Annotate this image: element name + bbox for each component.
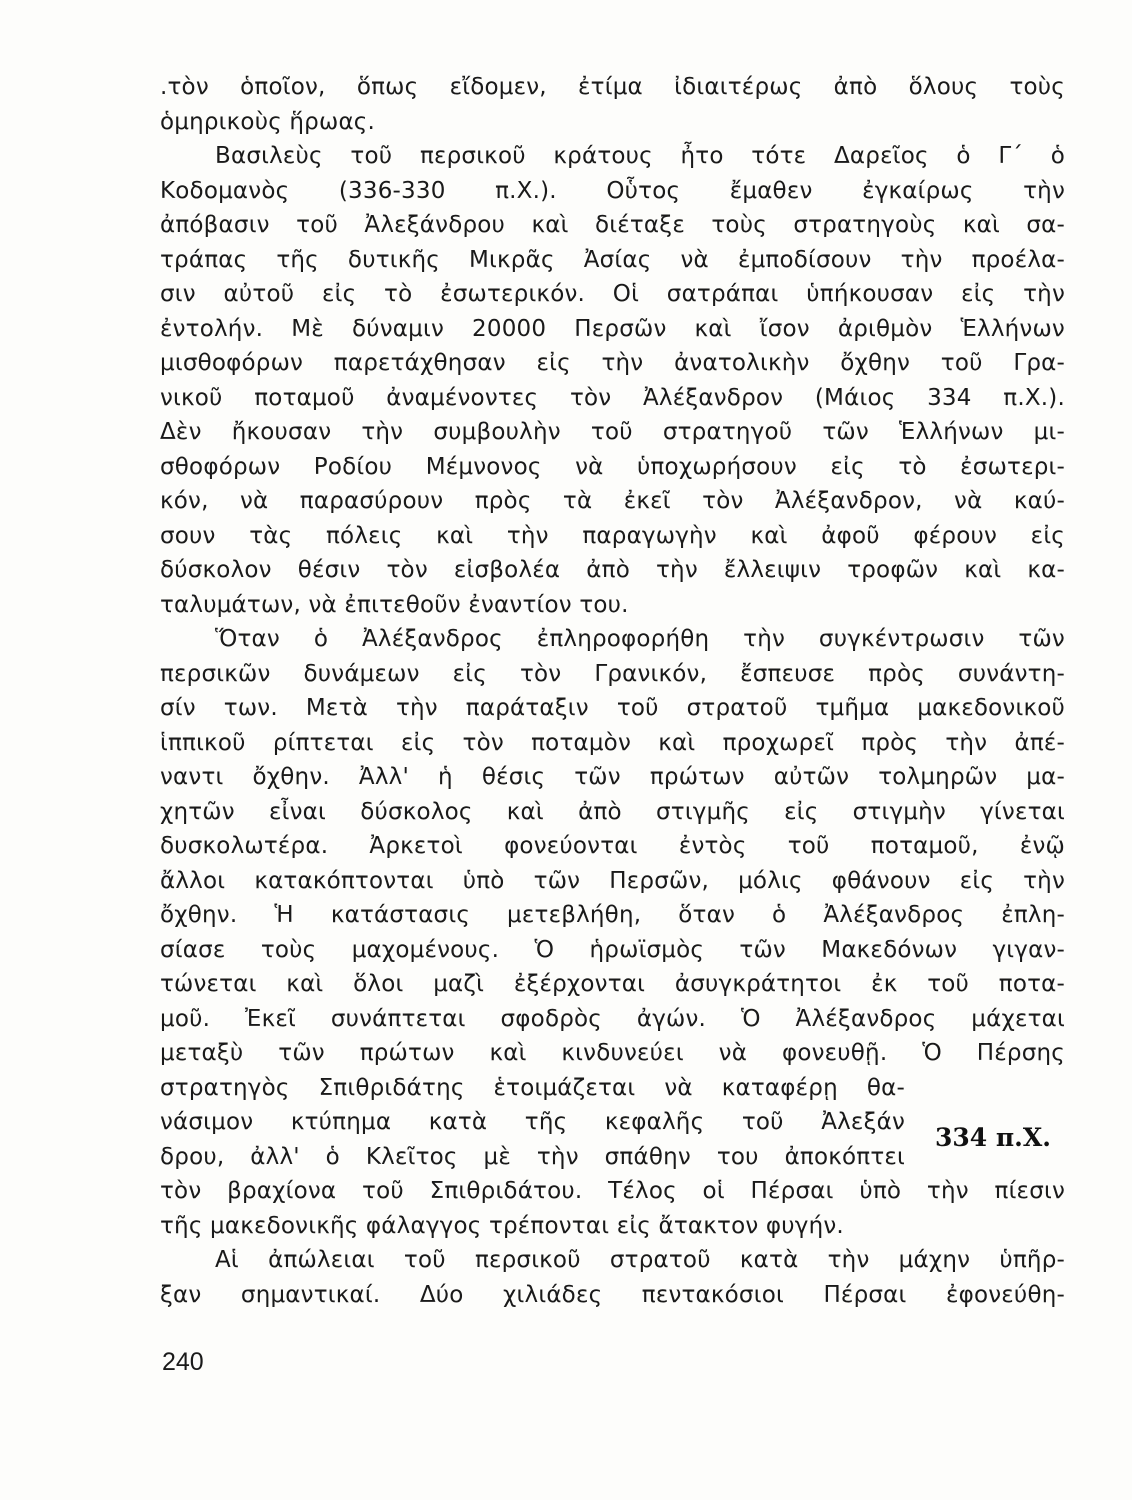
text-line: μισθοφόρων παρετάχθησαν εἰς τὴν ἀνατολικὴν ὄχθην τοῦ Γρα-: [160, 350, 1065, 376]
text-line: ὁμηρικοὺς ἥρωας.: [160, 108, 376, 135]
text-line: ἐντολήν. Μὲ δύναμιν 20000 Περσῶν καὶ ἴσον ἀριθμὸν Ἑλλήνων: [160, 315, 1065, 342]
text-line: σίν των. Μετὰ τὴν παράταξιν τοῦ στρατοῦ τμῆμα μακεδονικοῦ: [160, 695, 1065, 721]
text-line: τώνεται καὶ ὅλοι μαζὶ ἐξέρχονται ἀσυγκράτητοι ἐκ τοῦ ποτα-: [160, 971, 1065, 997]
text-line: Αἱ ἀπώλειαι τοῦ περσικοῦ στρατοῦ κατὰ τὴν μάχην ὑπῆρ-: [215, 1247, 1065, 1273]
text-line: δύσκολον θέσιν τὸν εἰσβολέα ἀπὸ τὴν ἔλλειψιν τροφῶν καὶ κα-: [160, 557, 1065, 583]
text-line: δρου, ἀλλ' ὁ Κλεῖτος μὲ τὴν σπάθην του ἀποκόπτει: [160, 1143, 905, 1170]
text-line: μεταξὺ τῶν πρώτων καὶ κινδυνεύει νὰ φονευθῇ. Ὁ Πέρσης: [160, 1040, 1065, 1066]
text-line: κόν, νὰ παρασύρουν πρὸς τὰ ἐκεῖ τὸν Ἀλέξανδρον, νὰ καύ-: [160, 488, 1065, 514]
text-line: νικοῦ ποταμοῦ ἀναμένοντες τὸν Ἀλέξανδρον (Μάιος 334 π.Χ.).: [160, 384, 1065, 411]
text-line: Βασιλεὺς τοῦ περσικοῦ κράτους ἦτο τότε Δαρεῖος ὁ Γ΄ ὁ: [215, 143, 1065, 169]
text-line: Δὲν ἤκουσαν τὴν συμβουλὴν τοῦ στρατηγοῦ τῶν Ἑλλήνων μι-: [160, 419, 1065, 445]
text-line: περσικῶν δυνάμεων εἰς τὸν Γρανικόν, ἔσπευσε πρὸς συνάντη-: [160, 660, 1065, 687]
text-line: χητῶν εἶναι δύσκολος καὶ ἀπὸ στιγμῆς εἰς στιγμὴν γίνεται: [160, 798, 1065, 825]
text-line: ναντι ὄχθην. Ἀλλ' ἡ θέσις τῶν πρώτων αὐτῶν τολμηρῶν μα-: [160, 764, 1065, 790]
text-line: ἀπόβασιν τοῦ Ἀλεξάνδρου καὶ διέταξε τοὺς στρατηγοὺς καὶ σα-: [160, 212, 1065, 238]
text-line: σιν αὐτοῦ εἰς τὸ ἐσωτερικόν. Οἱ σατράπαι ὑπήκουσαν εἰς τὴν: [160, 281, 1065, 307]
text-line: τῆς μακεδονικῆς φάλαγγος τρέπονται εἰς ἄτακτον φυγήν.: [160, 1212, 844, 1239]
text-line: Κοδομανὸς (336-330 π.Χ.). Οὗτος ἔμαθεν ἐγκαίρως τὴν: [160, 177, 1065, 204]
text-line: σθοφόρων Ροδίου Μέμνονος νὰ ὑποχωρήσουν εἰς τὸ ἐσωτερι-: [160, 453, 1065, 480]
text-line: σουν τὰς πόλεις καὶ τὴν παραγωγὴν καὶ ἀφοῦ φέρουν εἰς: [160, 522, 1065, 549]
page-number: 240: [162, 1348, 204, 1376]
text-line: ἄλλοι κατακόπτονται ὑπὸ τῶν Περσῶν, μόλις φθάνουν εἰς τὴν: [160, 867, 1065, 894]
text-line: ξαν σημαντικαί. Δύο χιλιάδες πεντακόσιοι Πέρσαι ἐφονεύθη-: [160, 1281, 1065, 1308]
text-line: .τὸν ὁποῖον, ὅπως εἴδομεν, ἐτίμα ἰδιαιτέρως ἀπὸ ὅλους τοὺς: [160, 74, 1065, 100]
text-line: δυσκολωτέρα. Ἀρκετοὶ φονεύονται ἐντὸς τοῦ ποταμοῦ, ἐνῷ: [160, 833, 1065, 859]
text-line: Ὅταν ὁ Ἀλέξανδρος ἐπληροφορήθη τὴν συγκέντρωσιν τῶν: [215, 626, 1065, 652]
text-line: σίασε τοὺς μαχομένους. Ὁ ἡρωϊσμὸς τῶν Μακεδόνων γιγαν-: [160, 936, 1065, 963]
text-line: τὸν βραχίονα τοῦ Σπιθριδάτου. Τέλος οἱ Πέρσαι ὑπὸ τὴν πίεσιν: [160, 1178, 1065, 1204]
text-line: ταλυμάτων, νὰ ἐπιτεθοῦν ἐναντίον του.: [160, 591, 629, 618]
margin-date-note: 334 π.Χ.: [935, 1123, 1051, 1152]
text-line: στρατηγὸς Σπιθριδάτης ἑτοιμάζεται νὰ καταφέρῃ θα-: [160, 1074, 905, 1101]
body-text: [160, 70, 1065, 1312]
text-line: ὄχθην. Ἡ κατάστασις μετεβλήθη, ὅταν ὁ Ἀλέξανδρος ἐπλη-: [160, 902, 1065, 928]
text-line: νάσιμον κτύπημα κατὰ τῆς κεφαλῆς τοῦ Ἀλεξάν: [160, 1109, 905, 1135]
text-line: ἱππικοῦ ρίπτεται εἰς τὸν ποταμὸν καὶ προχωρεῖ πρὸς τὴν ἀπέ-: [160, 729, 1065, 756]
text-line: μοῦ. Ἐκεῖ συνάπτεται σφοδρὸς ἀγών. Ὁ Ἀλέξανδρος μάχεται: [160, 1005, 1065, 1032]
text-line: τράπας τῆς δυτικῆς Μικρᾶς Ἀσίας νὰ ἐμποδίσουν τὴν προέλα-: [160, 246, 1065, 273]
